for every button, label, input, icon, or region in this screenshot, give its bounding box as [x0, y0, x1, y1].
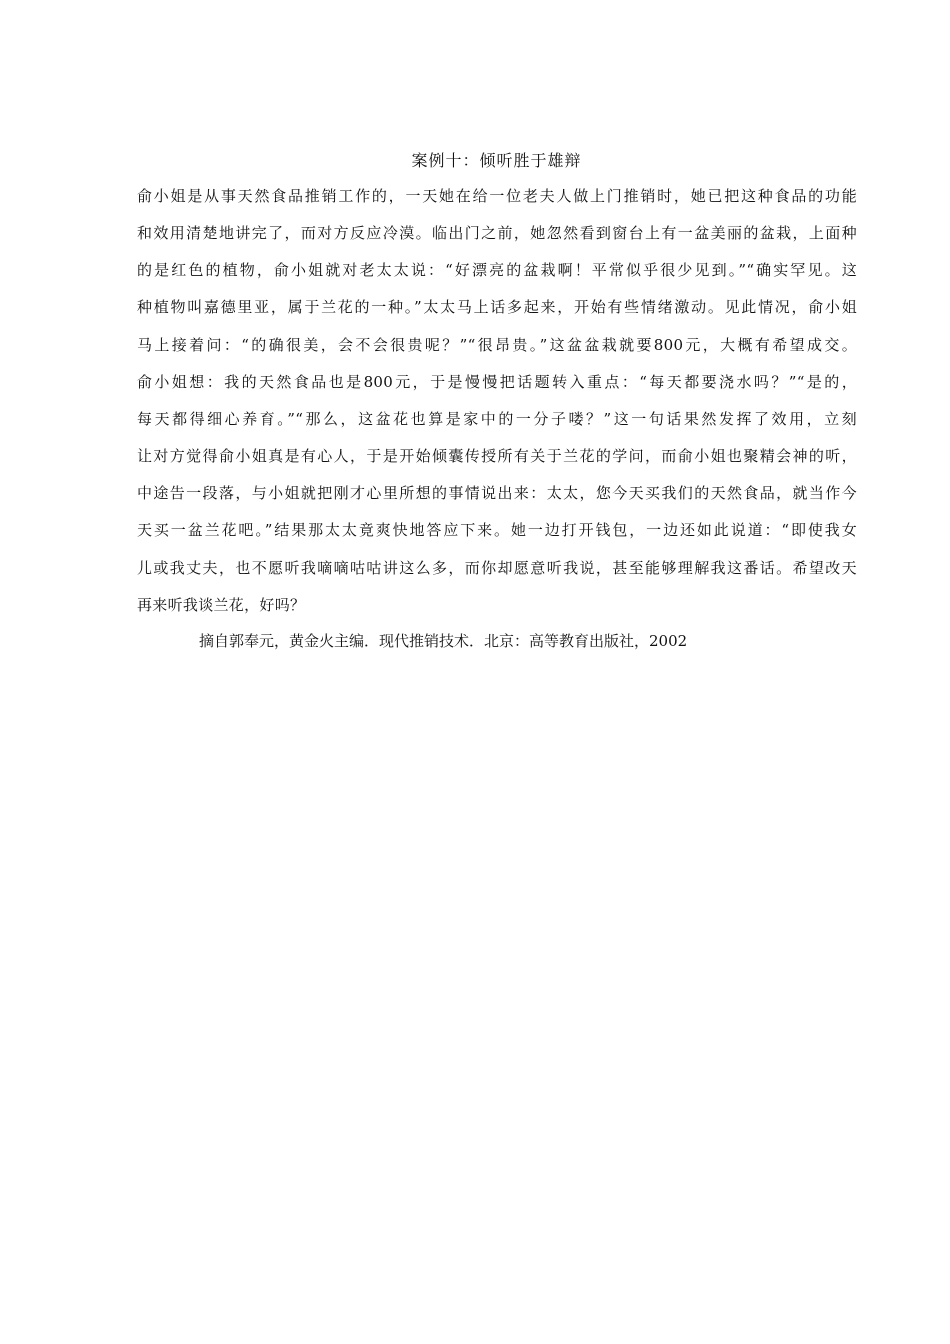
- paragraph-line: 俞小姐是从事天然食品推销工作的，一天她在给一位老夫人做上门推销时，她已把这种食品的功能: [137, 187, 857, 205]
- source-citation: 摘自郭奉元，黄金火主编．现代推销技术．北京：高等教育出版社，2002: [199, 632, 688, 650]
- paragraph-line: 的是红色的植物，俞小姐就对老太太说：“好漂亮的盆栽啊！平常似乎很少见到。”“确实罕见。这: [137, 261, 857, 279]
- case-title: 案例十：倾听胜于雄辩: [411, 151, 582, 170]
- paragraph-line: 和效用清楚地讲完了，而对方反应冷漠。临出门之前，她忽然看到窗台上有一盆美丽的盆栽，上面种: [137, 224, 857, 242]
- paragraph-line: 天买一盆兰花吧。”结果那太太竟爽快地答应下来。她一边打开钱包，一边还如此说道：“即使我女: [137, 521, 857, 539]
- paragraph-line: 让对方觉得俞小姐真是有心人，于是开始倾囊传授所有关于兰花的学问，而俞小姐也聚精会神的听，: [137, 447, 857, 465]
- paragraph-line: 再来听我谈兰花，好吗？: [137, 596, 306, 614]
- paragraph-line: 俞小姐想：我的天然食品也是800元，于是慢慢把话题转入重点：“每天都要浇水吗？”“是的，: [137, 373, 857, 391]
- paragraph-line: 马上接着问：“的确很美，会不会很贵呢？”“很昂贵。”这盆盆栽就要800元，大概有希望成交。: [137, 336, 857, 354]
- paragraph-line: 种植物叫嘉德里亚，属于兰花的一种。”太太马上话多起来，开始有些情绪激动。见此情况，俞小姐: [137, 298, 857, 316]
- paragraph-line: 每天都得细心养育。”“那么，这盆花也算是家中的一分子喽？”这一句话果然发挥了效用，立刻: [137, 410, 857, 428]
- paragraph-line: 中途告一段落，与小姐就把刚才心里所想的事情说出来：太太，您今天买我们的天然食品，就当作今: [137, 484, 857, 502]
- paragraph-line: 儿或我丈夫，也不愿听我嘀嘀咕咕讲这么多，而你却愿意听我说，甚至能够理解我这番话。希望改天: [137, 559, 857, 577]
